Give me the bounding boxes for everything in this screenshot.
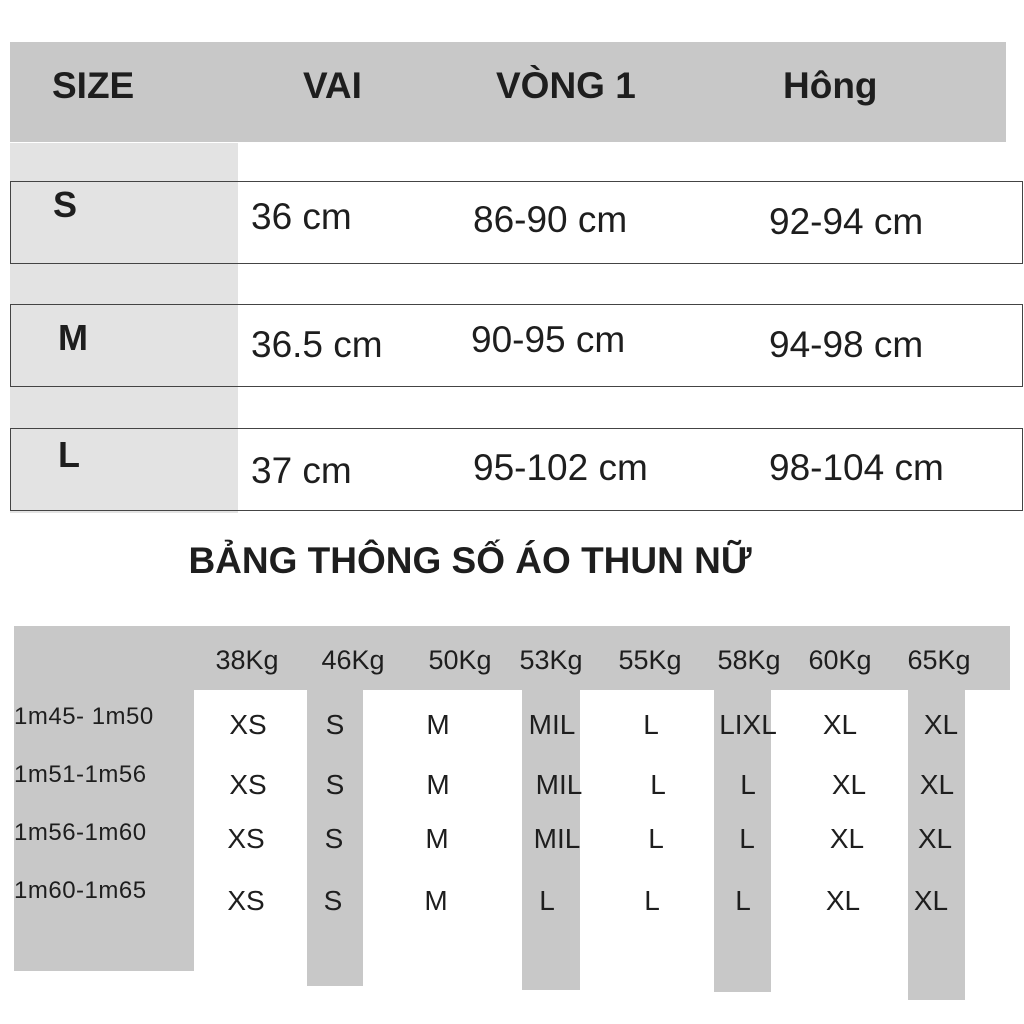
size-cell: L [650, 769, 666, 800]
size-cell: XL [923, 709, 959, 740]
weight-label: 65Kg [907, 645, 971, 675]
hong-l: 98-104 cm [769, 447, 944, 488]
size-label-l: L [58, 434, 80, 475]
size-cell: S [325, 709, 345, 740]
weight-label: 55Kg [618, 645, 682, 675]
header-vong1: VÒNG 1 [496, 65, 636, 106]
vong1-l: 95-102 cm [473, 447, 648, 488]
vai-l: 37 cm [251, 450, 352, 491]
size-cell: M [425, 823, 449, 854]
size-cell: XS [227, 823, 265, 854]
height-label: 1m45- 1m50 [14, 703, 154, 730]
size-cell: XS [229, 769, 267, 800]
hong-s: 92-94 cm [769, 201, 924, 242]
size-cell: XL [917, 823, 953, 854]
size-cell: MIL [535, 769, 583, 800]
weight-label: 50Kg [428, 645, 492, 675]
size-cell: XL [825, 885, 861, 916]
size-cell: S [324, 823, 344, 854]
size-cell: XL [919, 769, 955, 800]
size-cell: L [740, 769, 756, 800]
size-cell: M [426, 769, 450, 800]
size-cell: L [735, 885, 751, 916]
page-title: BẢNG THÔNG SỐ ÁO THUN NỮ [188, 540, 752, 581]
size-cell: XL [913, 885, 949, 916]
size-cell: L [643, 709, 659, 740]
weight-label: 60Kg [808, 645, 872, 675]
header-vai: VAI [303, 65, 362, 106]
size-cell: M [424, 885, 448, 916]
vai-s: 36 cm [251, 196, 352, 237]
height-label: 1m56-1m60 [14, 819, 147, 846]
size-cell: XS [227, 885, 265, 916]
size-cell: XL [822, 709, 858, 740]
size-cell: XS [229, 709, 267, 740]
hong-m: 94-98 cm [769, 324, 924, 365]
height-label: 1m60-1m65 [14, 877, 147, 904]
vong1-s: 86-90 cm [473, 199, 628, 240]
size-cell: XL [831, 769, 867, 800]
size-cell: L [539, 885, 555, 916]
size-cell: L [644, 885, 660, 916]
size-cell: LIXL [719, 709, 777, 740]
size-label-s: S [53, 184, 78, 225]
size-cell: M [426, 709, 450, 740]
header-size: SIZE [52, 65, 135, 106]
weight-label: 38Kg [215, 645, 279, 675]
size-label-m: M [58, 317, 88, 358]
weight-label: 58Kg [717, 645, 781, 675]
weight-label: 53Kg [519, 645, 583, 675]
vong1-m: 90-95 cm [471, 319, 626, 360]
size-cell: XL [829, 823, 865, 854]
header-hong: Hông [783, 65, 878, 106]
weight-label: 46Kg [321, 645, 385, 675]
height-label: 1m51-1m56 [14, 761, 147, 788]
size-cell: MIL [533, 823, 581, 854]
size-cell: MIL [528, 709, 576, 740]
size-cell: S [323, 885, 343, 916]
size-cell: S [325, 769, 345, 800]
size-cell: L [648, 823, 664, 854]
vai-m: 36.5 cm [251, 324, 383, 365]
size-cell: L [739, 823, 755, 854]
